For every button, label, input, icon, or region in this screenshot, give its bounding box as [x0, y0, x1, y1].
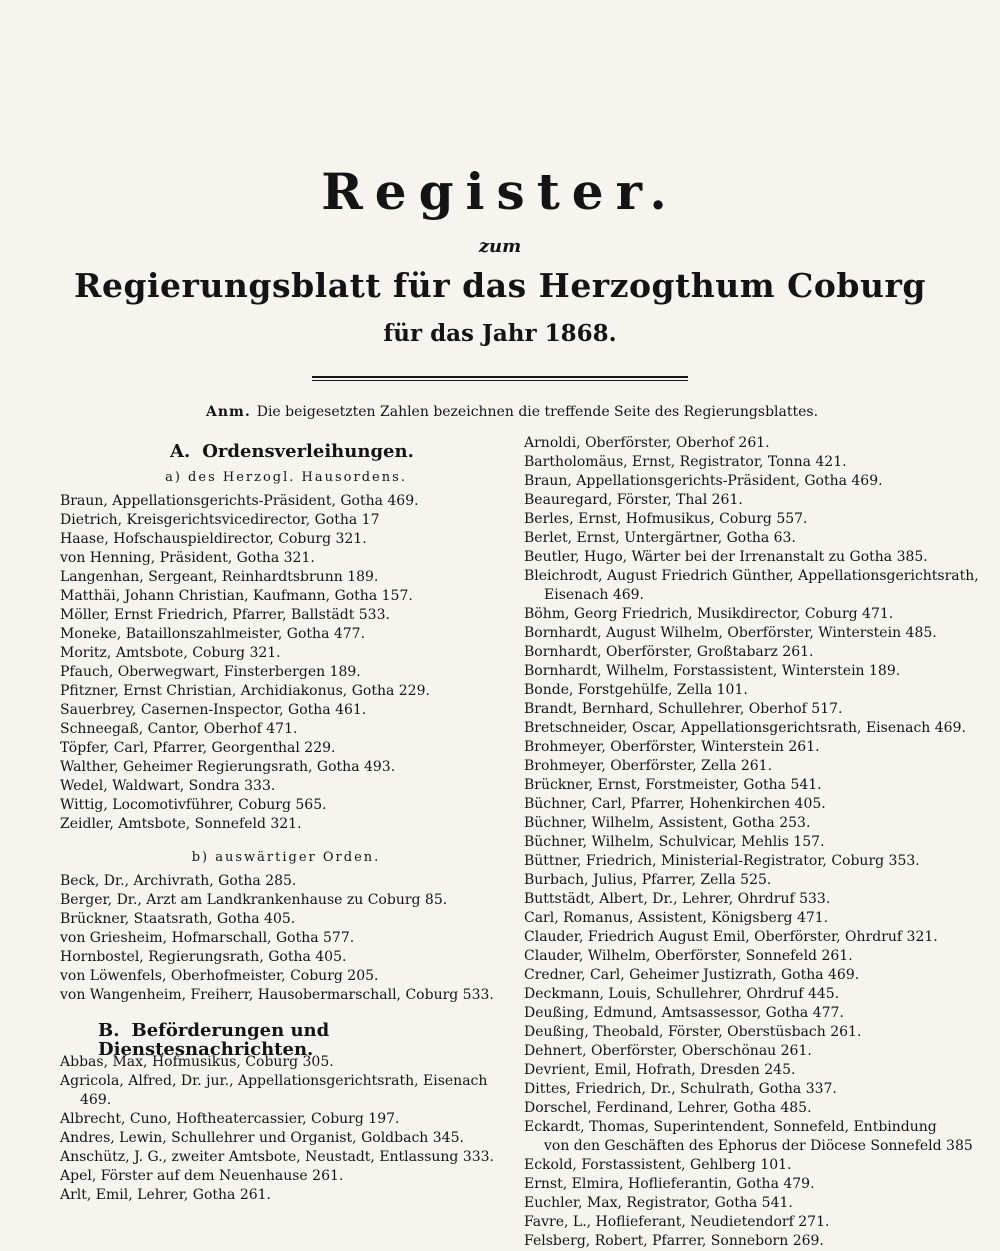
register-entry: Buttstädt, Albert, Dr., Lehrer, Ohrdruf 533.	[524, 891, 831, 907]
register-entry: Brandt, Bernhard, Schullehrer, Oberhof 517.	[524, 701, 843, 717]
register-entry: Bornhardt, Wilhelm, Forstassistent, Winterstein 189.	[524, 663, 901, 679]
register-entry: Brohmeyer, Oberförster, Winterstein 261.	[524, 739, 820, 755]
title-rule	[312, 376, 688, 381]
house-order-list	[60, 492, 512, 834]
register-entry: Bretschneider, Oscar, Appellationsgerichtsrath, Eisenach 469.	[524, 720, 966, 736]
section-a-heading	[60, 442, 512, 464]
register-entry: Matthäi, Johann Christian, Kaufmann, Gotha 157.	[60, 588, 413, 604]
register-entry: Bornhardt, August Wilhelm, Oberförster, Winterstein 485.	[524, 625, 937, 641]
register-entry: Ernst, Elmira, Hoflieferantin, Gotha 479.	[524, 1176, 815, 1192]
register-entry: Bleichrodt, August Friedrich Günther, Appellationsgerichtsrath,	[524, 568, 979, 584]
register-entry: von Griesheim, Hofmarschall, Gotha 577.	[60, 930, 355, 946]
register-entry: Credner, Carl, Geheimer Justizrath, Gotha 469.	[524, 967, 860, 983]
subsection-house-order: a) des Herzogl. Hausordens.	[165, 470, 407, 485]
register-entry: Wedel, Waldwart, Sondra 333.	[60, 778, 276, 794]
subsection-foreign-orders: b) auswärtiger Orden.	[191, 850, 381, 865]
register-entry: Clauder, Wilhelm, Oberförster, Sonnefeld 261.	[524, 948, 853, 964]
register-title: Register.	[321, 162, 679, 221]
register-entry: Dorschel, Ferdinand, Lehrer, Gotha 485.	[524, 1100, 812, 1116]
register-entry: Büchner, Wilhelm, Assistent, Gotha 253.	[524, 815, 811, 831]
foreign-orders-list	[60, 872, 512, 1005]
register-entry: Favre, L., Hoflieferant, Neudietendorf 271.	[524, 1214, 830, 1230]
register-entry: Hornbostel, Regierungsrath, Gotha 405.	[60, 949, 347, 965]
register-entry: Deckmann, Louis, Schullehrer, Ohrdruf 445.	[524, 986, 840, 1002]
appointments-list-left	[60, 1053, 512, 1205]
register-entry: Dietrich, Kreisgerichtsvicedirector, Gotha 17	[60, 512, 380, 528]
register-entry: Brohmeyer, Oberförster, Zella 261.	[524, 758, 773, 774]
section-a-letter: A.	[170, 441, 191, 462]
register-entry: Langenhan, Sergeant, Reinhardtsbrunn 189.	[60, 569, 379, 585]
register-entry: Büchner, Carl, Pfarrer, Hohenkirchen 405.	[524, 796, 826, 812]
register-entry: Moneke, Bataillonszahlmeister, Gotha 477.	[60, 626, 366, 642]
register-entry: Braun, Appellationsgerichts-Präsident, Gotha 469.	[60, 493, 419, 509]
register-entry: Zeidler, Amtsbote, Sonnefeld 321.	[60, 816, 302, 832]
register-entry: Beutler, Hugo, Wärter bei der Irrenanstalt zu Gotha 385.	[524, 549, 928, 565]
register-entry: Euchler, Max, Registrator, Gotha 541.	[524, 1195, 793, 1211]
title-connector: zum	[478, 236, 522, 257]
register-entry: Andres, Lewin, Schullehrer und Organist, Goldbach 345.	[60, 1130, 464, 1146]
register-entry: von Henning, Präsident, Gotha 321.	[60, 550, 315, 566]
register-entry: Deußing, Theobald, Förster, Oberstüsbach 261.	[524, 1024, 862, 1040]
register-entry: Beauregard, Förster, Thal 261.	[524, 492, 743, 508]
register-entry: Eisenach 469.	[544, 587, 645, 603]
note-lead: Anm.	[206, 404, 251, 420]
section-b-title: Beförderungen und Dienstesnachrichten.	[98, 1020, 330, 1060]
register-entry: Braun, Appellationsgerichts-Präsident, Gotha 469.	[524, 473, 883, 489]
register-entry: Berlet, Ernst, Untergärtner, Gotha 63.	[524, 530, 796, 546]
register-entry: Böhm, Georg Friedrich, Musikdirector, Coburg 471.	[524, 606, 894, 622]
register-entry: von Wangenheim, Freiherr, Hausobermarschall, Coburg 533.	[60, 987, 494, 1003]
year-line: für das Jahr 1868.	[383, 320, 617, 347]
register-entry: Carl, Romanus, Assistent, Königsberg 471.	[524, 910, 829, 926]
register-entry: Brückner, Staatsrath, Gotha 405.	[60, 911, 296, 927]
register-entry: Sauerbrey, Casernen-Inspector, Gotha 461.	[60, 702, 367, 718]
section-b-heading	[60, 1020, 512, 1060]
publication-title: Regierungsblatt für das Herzogthum Coburg	[74, 266, 926, 305]
register-entry: Eckardt, Thomas, Superintendent, Sonnefeld, Entbindung	[524, 1119, 937, 1135]
register-entry: Pfitzner, Ernst Christian, Archidiakonus, Gotha 229.	[60, 683, 430, 699]
register-entry: von den Geschäften des Ephorus der Diöcese Sonnefeld 385	[544, 1138, 973, 1154]
right-column	[524, 434, 979, 1251]
annotation-note	[206, 404, 819, 420]
register-entry: Arnoldi, Oberförster, Oberhof 261.	[524, 435, 770, 451]
register-entry: Abbas, Max, Hofmusikus, Coburg 305.	[60, 1054, 334, 1070]
left-column	[60, 440, 512, 1205]
register-entry: Agricola, Alfred, Dr. jur., Appellationsgerichtsrath, Eisenach	[60, 1073, 488, 1089]
register-entry: Brückner, Ernst, Forstmeister, Gotha 541.	[524, 777, 822, 793]
register-entry: Eckold, Forstassistent, Gehlberg 101.	[524, 1157, 792, 1173]
register-entry: Burbach, Julius, Pfarrer, Zella 525.	[524, 872, 772, 888]
register-entry: Dittes, Friedrich, Dr., Schulrath, Gotha 337.	[524, 1081, 837, 1097]
register-entry: Apel, Förster auf dem Neuenhause 261.	[60, 1168, 344, 1184]
register-entry: Schneegaß, Cantor, Oberhof 471.	[60, 721, 298, 737]
register-entry: Berles, Ernst, Hofmusikus, Coburg 557.	[524, 511, 808, 527]
register-entry: Felsberg, Robert, Pfarrer, Sonneborn 269.	[524, 1233, 824, 1249]
register-entry: Deußing, Edmund, Amtsassessor, Gotha 477.	[524, 1005, 844, 1021]
register-entry: Arlt, Emil, Lehrer, Gotha 261.	[60, 1187, 272, 1203]
register-entry: Bornhardt, Oberförster, Großtabarz 261.	[524, 644, 814, 660]
section-b-letter: B.	[98, 1020, 120, 1041]
register-entry: Möller, Ernst Friedrich, Pfarrer, Ballstädt 533.	[60, 607, 390, 623]
register-entry: von Löwenfels, Oberhofmeister, Coburg 205.	[60, 968, 379, 984]
register-entry: Bartholomäus, Ernst, Registrator, Tonna 421.	[524, 454, 847, 470]
register-entry: Beck, Dr., Archivrath, Gotha 285.	[60, 873, 297, 889]
register-entry: Töpfer, Carl, Pfarrer, Georgenthal 229.	[60, 740, 336, 756]
register-entry: Devrient, Emil, Hofrath, Dresden 245.	[524, 1062, 796, 1078]
register-entry: Dehnert, Oberförster, Oberschönau 261.	[524, 1043, 812, 1059]
register-entry: Büttner, Friedrich, Ministerial-Registrator, Coburg 353.	[524, 853, 920, 869]
register-entry: Berger, Dr., Arzt am Landkrankenhause zu Coburg 85.	[60, 892, 448, 908]
section-a-title: Ordensverleihungen.	[202, 441, 414, 462]
register-entry: Büchner, Wilhelm, Schulvicar, Mehlis 157.	[524, 834, 825, 850]
register-entry: Bonde, Forstgehülfe, Zella 101.	[524, 682, 748, 698]
register-entry: Haase, Hofschauspieldirector, Coburg 321.	[60, 531, 367, 547]
register-entry: Albrecht, Cuno, Hoftheatercassier, Coburg 197.	[60, 1111, 400, 1127]
register-entry: 469.	[80, 1092, 112, 1108]
register-entry: Moritz, Amtsbote, Coburg 321.	[60, 645, 281, 661]
register-entry: Clauder, Friedrich August Emil, Oberförster, Ohrdruf 321.	[524, 929, 938, 945]
register-entry: Wittig, Locomotivführer, Coburg 565.	[60, 797, 327, 813]
note-text: Die beigesetzten Zahlen bezeichnen die treffende Seite des Regierungsblattes.	[256, 404, 819, 420]
register-entry: Walther, Geheimer Regierungsrath, Gotha 493.	[60, 759, 396, 775]
register-entry: Pfauch, Oberwegwart, Finsterbergen 189.	[60, 664, 361, 680]
register-entry: Anschütz, J. G., zweiter Amtsbote, Neustadt, Entlassung 333.	[60, 1149, 494, 1165]
appointments-list-right	[524, 434, 979, 1251]
